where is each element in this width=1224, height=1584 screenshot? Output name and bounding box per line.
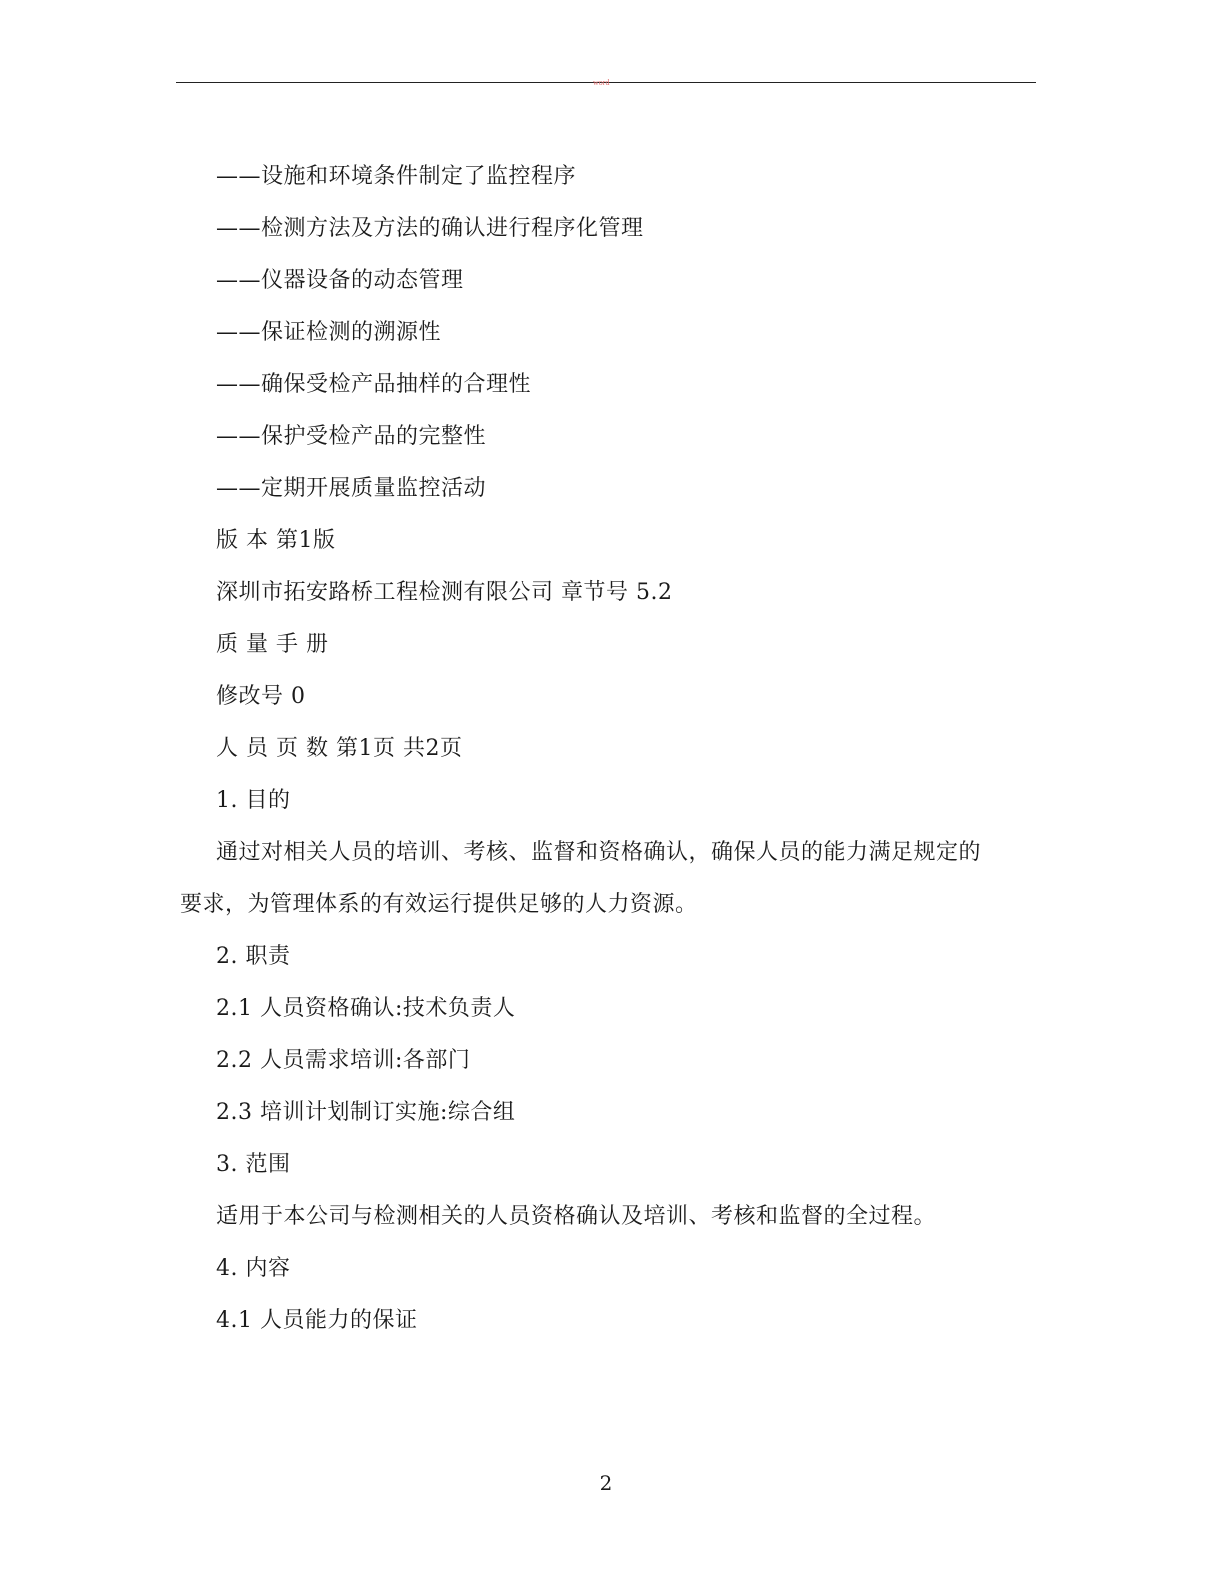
subsection-item: 4.1 人员能力的保证 (216, 1308, 418, 1333)
doc-company: 深圳市拓安路桥工程检测有限公司 章节号 5.2 (216, 580, 673, 605)
bullet-item: ——保护受检产品的完整性 (216, 424, 487, 449)
bullet-item: ——设施和环境条件制定了监控程序 (216, 164, 577, 189)
doc-version: 版 本 第1版 (216, 528, 336, 553)
bullet-item: ——定期开展质量监控活动 (216, 476, 487, 501)
bullet-item: ——仪器设备的动态管理 (216, 268, 464, 293)
paragraph-line: 要求，为管理体系的有效运行提供足够的人力资源。 (180, 892, 698, 917)
bullet-item: ——保证检测的溯源性 (216, 320, 442, 345)
paragraph-line: 通过对相关人员的培训、考核、监督和资格确认，确保人员的能力满足规定的 (216, 840, 982, 865)
doc-revision: 修改号 0 (216, 684, 306, 709)
bullet-item: ——确保受检产品抽样的合理性 (216, 372, 532, 397)
header-tag: word (593, 78, 610, 87)
paragraph-line: 适用于本公司与检测相关的人员资格确认及培训、考核和监督的全过程。 (216, 1204, 937, 1229)
page-number: 2 (599, 1471, 613, 1495)
section-heading: 4. 内容 (216, 1256, 291, 1281)
doc-manual-title: 质 量 手 册 (216, 632, 329, 657)
subsection-item: 2.2 人员需求培训:各部门 (216, 1048, 471, 1073)
section-heading: 2. 职责 (216, 944, 291, 969)
doc-pages: 人 员 页 数 第1页 共2页 (216, 736, 463, 761)
subsection-item: 2.3 培训计划制订实施:综合组 (216, 1100, 516, 1125)
section-heading: 3. 范围 (216, 1152, 291, 1177)
subsection-item: 2.1 人员资格确认:技术负责人 (216, 996, 516, 1021)
section-heading: 1. 目的 (216, 788, 291, 813)
bullet-item: ——检测方法及方法的确认进行程序化管理 (216, 216, 644, 241)
